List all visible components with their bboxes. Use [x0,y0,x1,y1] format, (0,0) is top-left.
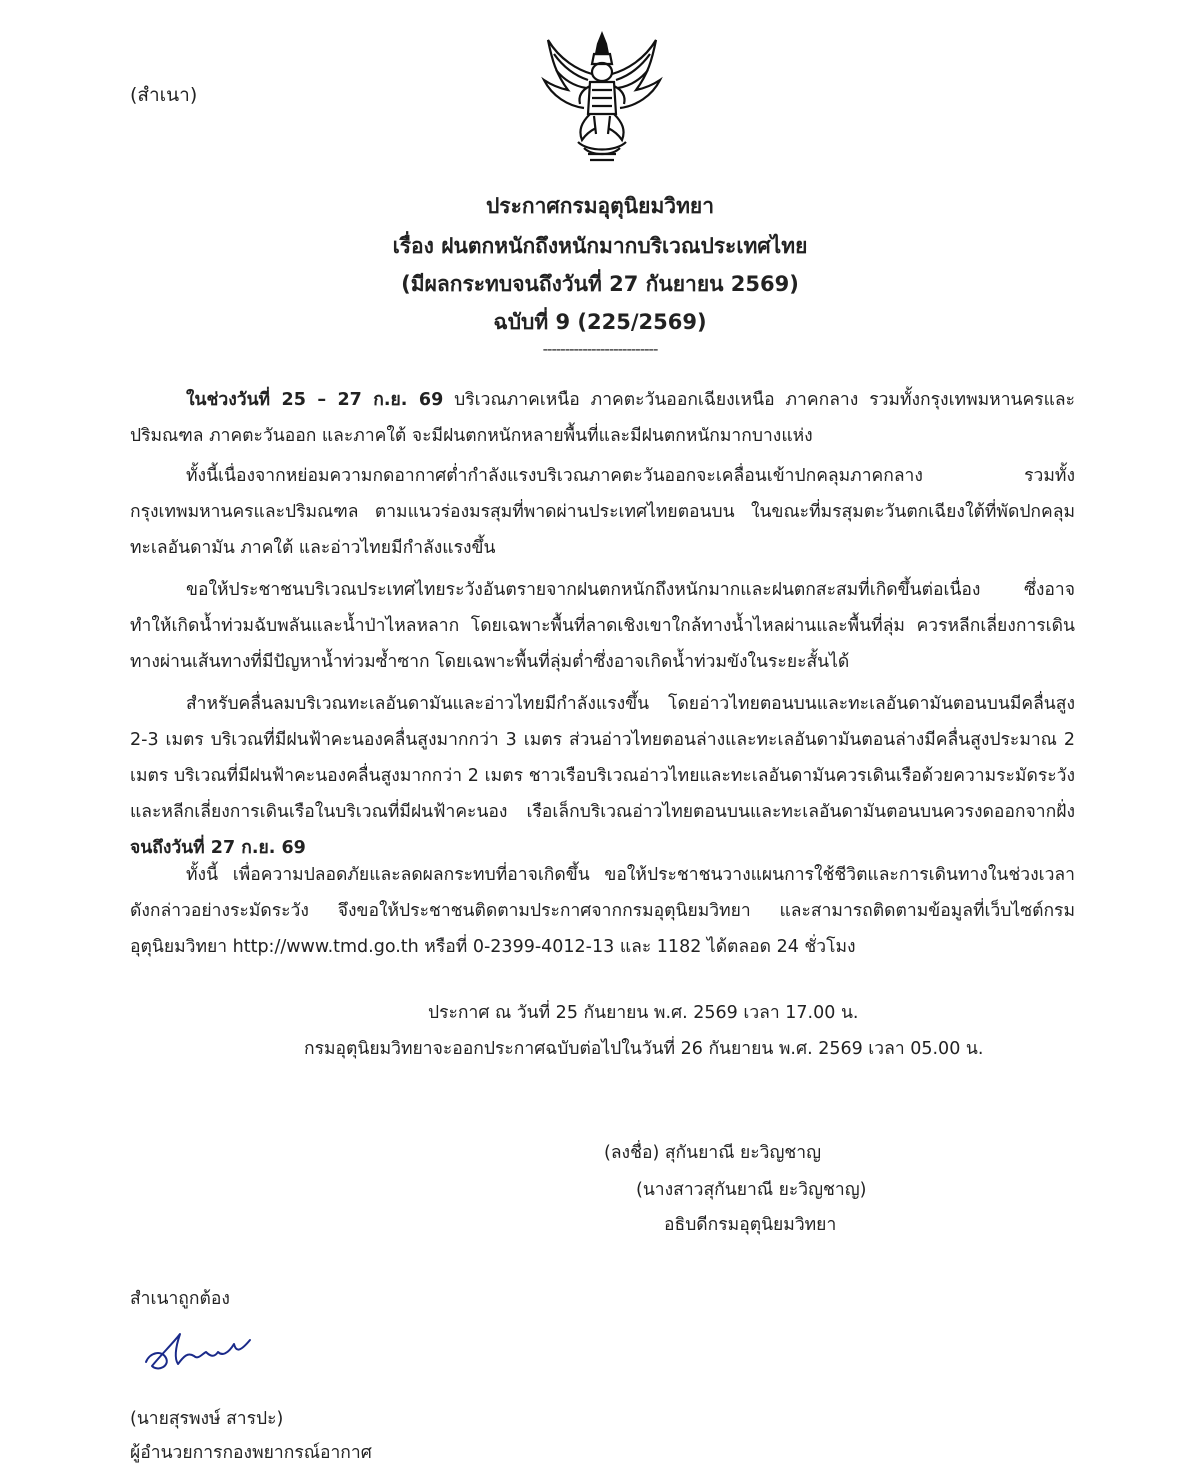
announced-dateline: ประกาศ ณ วันที่ 25 กันยายน พ.ศ. 2569 เวลา 17.00 น. [428,1003,859,1023]
signatory-title: อธิบดีกรมอุตุนิยมวิทยา [664,1215,837,1235]
heading-divider: -------------------------- [542,340,658,358]
copy-label: (สำเนา) [130,84,198,106]
certified-copy-label: สำเนาถูกต้อง [130,1289,230,1309]
garuda-emblem-icon [538,30,666,165]
paragraph-3: ขอให้ประชาชนบริเวณประเทศไทยระวังอันตรายจากฝนตกหนักถึงหนักมากและฝนตกสะสมที่เกิดขึ้นต่อเนื่อง ซึ่งอาจทำให้เกิดน้ำท่วมฉับพลันและน้ำป่าไหลหลาก โดยเฉพาะพื้นที่ลาดเชิงเขาใกล้ทางน้ำไหลผ่านและพื้นที่ลุ่ม ควรหลีกเลี่ยงการเดินทางผ่านเส้นทางที่มีปัญหาน้ำท่วมซ้ำซาก โดยเฉพาะพื้นที่ลุ่มต่ำซึ่งอาจเกิดน้ำท่วมขังในระยะสั้นได้ [130,580,1075,672]
paragraph-1-date: ในช่วงวันที่ 25 – 27 ก.ย. 69 [186,390,444,410]
paragraph-2: ทั้งนี้เนื่องจากหย่อมความกดอากาศต่ำกำลังแรงบริเวณภาคตะวันออกจะเคลื่อนเข้าปกคลุมภาคกลาง รวมทั้งกรุงเทพมหานครและปริมณฑล ตามแนวร่องมรสุมที่พาดผ่านประเทศไทยตอนบน ในขณะที่มรสุมตะวันตกเฉียงใต้ที่พัดปกคลุมทะเลอันดามัน ภาคใต้ และอ่าวไทยมีกำลังแรงขึ้น [130,466,1075,558]
certifier-name: (นายสุรพงษ์ สารปะ) [130,1409,284,1429]
announcement-issue-number: ฉบับที่ 9 (225/2569) [493,310,707,334]
certifier-title: ผู้อำนวยการกองพยากรณ์อากาศ [130,1443,372,1463]
handwritten-signature [140,1322,260,1382]
signatory-name: (นางสาวสุกันยาณี ยะวิญชาญ) [636,1180,867,1200]
paragraph-1 [130,382,1075,454]
next-announcement-dateline: กรมอุตุนิยมวิทยาจะออกประกาศฉบับต่อไปในวันที่ 26 กันยายน พ.ศ. 2569 เวลา 05.00 น. [304,1039,984,1059]
paragraph-4 [130,686,1075,866]
paragraph-4-text: สำหรับคลื่นลมบริเวณทะเลอันดามันและอ่าวไทยมีกำลังแรงขึ้น โดยอ่าวไทยตอนบนและทะเลอันดามันตอนบนมีคลื่นสูง 2-3 เมตร บริเวณที่มีฝนฟ้าคะนองคลื่นสูงมากกว่า 3 เมตร ส่วนอ่าวไทยตอนล่างและทะเลอันดามันตอนล่างมีคลื่นสูงประมาณ 2 เมตร บริเวณที่มีฝนฟ้าคะนองคลื่นสูงมากกว่า 2 เมตร ชาวเรือบริเวณอ่าวไทยและทะเลอันดามันควรเดินเรือด้วยความระมัดระวังและหลีกเลี่ยงการเดินเรือในบริเวณที่มีฝนฟ้าคะนอง เรือเล็กบริเวณอ่าวไทยตอนบนและทะเลอันดามันตอนบนควรงดออกจากฝั่ง [130,694,1075,822]
signatory-signed: (ลงชื่อ) สุกันยาณี ยะวิญชาญ [604,1143,821,1163]
announcement-title: ประกาศกรมอุตุนิยมวิทยา [485,194,715,218]
announcement-subject: เรื่อง ฝนตกหนักถึงหนักมากบริเวณประเทศไทย [392,234,808,258]
announcement-effective: (มีผลกระทบจนถึงวันที่ 27 กันยายน 2569) [401,272,799,296]
paragraph-1-text: บริเวณภาคเหนือ ภาคตะวันออกเฉียงเหนือ ภาคกลาง รวมทั้งกรุงเทพมหานครและปริมณฑล ภาคตะวันออก และภาคใต้ จะมีฝนตกหนักหลายพื้นที่และมีฝนตกหนักมากบางแห่ง [130,390,1076,446]
paragraph-5: ทั้งนี้ เพื่อความปลอดภัยและลดผลกระทบที่อาจเกิดขึ้น ขอให้ประชาชนวางแผนการใช้ชีวิตและการเดินทางในช่วงเวลาดังกล่าวอย่างระมัดระวัง จึงขอให้ประชาชนติดตามประกาศจากกรมอุตุนิยมวิทยา และสามารถติดตามข้อมูลที่เว็บไซต์กรมอุตุนิยมวิทยา http://www.tmd.go.th หรือที่ 0-2399-4012-13 และ 1182 ได้ตลอด 24 ชั่วโมง [130,865,1075,957]
paragraph-4-date: จนถึงวันที่ 27 ก.ย. 69 [130,838,306,858]
